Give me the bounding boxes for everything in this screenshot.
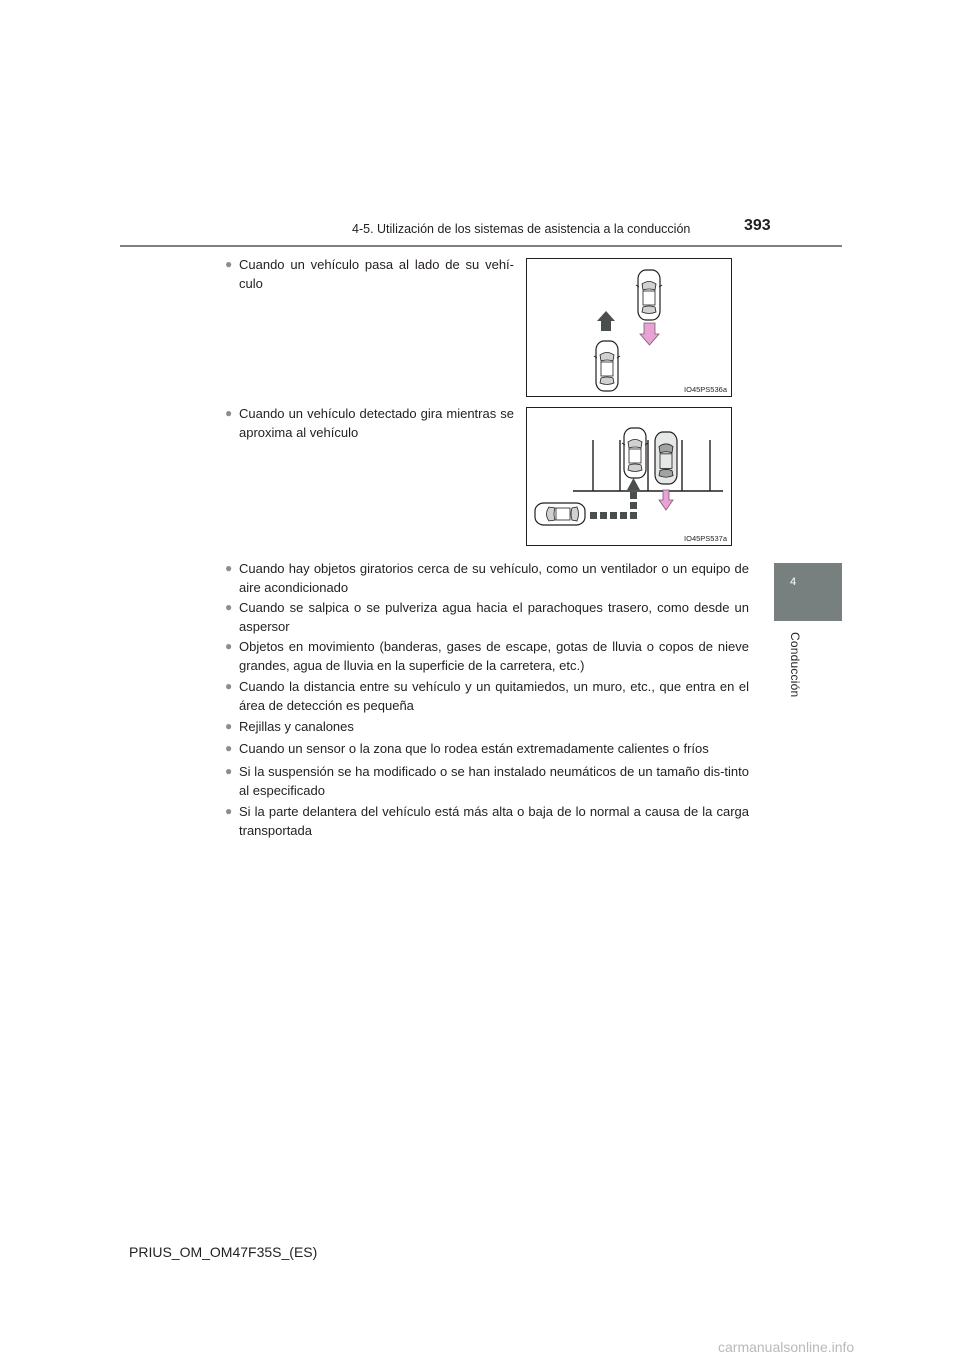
footer-doc-code: PRIUS_OM_OM47F35S_(ES) bbox=[129, 1244, 318, 1260]
bullet-icon: ● bbox=[225, 600, 233, 614]
bullet-icon: ● bbox=[225, 679, 233, 693]
section-title: 4-5. Utilización de los sistemas de asistencia a la conducción bbox=[352, 222, 691, 236]
list-item bbox=[225, 762, 749, 800]
list-item bbox=[225, 404, 514, 442]
item-text: Si la parte delantera del vehículo está más alta o baja de lo normal a causa de la carga transportada bbox=[239, 804, 749, 838]
turning-vehicle-illustration bbox=[527, 408, 731, 545]
passing-vehicle-illustration bbox=[527, 259, 731, 396]
item-text: Si la suspensión se ha modificado o se han instalado neumáticos de un tamaño dis-tinto al especificado bbox=[239, 764, 749, 798]
bullet-icon: ● bbox=[225, 764, 233, 778]
list-item bbox=[225, 559, 749, 597]
chapter-tab bbox=[774, 563, 842, 621]
figure-code: IO45PS537a bbox=[684, 534, 727, 543]
item-text: Cuando la distancia entre su vehículo y un quitamiedos, un muro, etc., que entra en el área de detección es pequeña bbox=[239, 679, 749, 713]
chapter-label: Conducción bbox=[788, 632, 802, 698]
detected-car bbox=[655, 432, 677, 484]
item-text: Objetos en movimiento (banderas, gases de escape, gotas de lluvia o copos de nieve grandes, agua de lluvia en la superficie de la carretera, etc.) bbox=[239, 639, 749, 673]
list-item bbox=[225, 717, 749, 736]
own-car-horizontal bbox=[535, 503, 585, 525]
list-item bbox=[225, 802, 749, 840]
arrow-down-pink bbox=[659, 490, 673, 510]
arrow-up-dark bbox=[597, 311, 615, 331]
header-rule bbox=[120, 245, 842, 247]
chapter-number: 4 bbox=[790, 576, 797, 588]
list-item bbox=[225, 739, 749, 758]
figure-turning-vehicle bbox=[526, 407, 732, 546]
item-text: Cuando un sensor o la zona que lo rodea están extremadamente calientes o fríos bbox=[239, 741, 709, 756]
parking-lines bbox=[573, 440, 723, 491]
bullet-icon: ● bbox=[225, 406, 233, 420]
list-item bbox=[225, 255, 514, 293]
dashed-path-arrow bbox=[590, 478, 640, 519]
oncoming-car bbox=[636, 270, 662, 320]
bullet-icon: ● bbox=[225, 257, 233, 271]
page-number: 393 bbox=[744, 217, 771, 234]
figure-code: IO45PS536a bbox=[684, 385, 727, 394]
item-text: Cuando se salpica o se pulveriza agua hacia el parachoques trasero, como desde un aspersor bbox=[239, 600, 749, 634]
item-text: Cuando un vehículo pasa al lado de su vehí-culo bbox=[239, 257, 514, 291]
list-item bbox=[225, 677, 749, 715]
list-item bbox=[225, 637, 749, 675]
item-text: Cuando hay objetos giratorios cerca de su vehículo, como un ventilador o un equipo de aire acondicionado bbox=[239, 561, 749, 595]
bullet-icon: ● bbox=[225, 741, 233, 755]
bullet-icon: ● bbox=[225, 719, 233, 733]
figure-passing-vehicle bbox=[526, 258, 732, 397]
bullet-icon: ● bbox=[225, 804, 233, 818]
bullet-icon: ● bbox=[225, 561, 233, 575]
own-car bbox=[594, 341, 620, 391]
item-text: Cuando un vehículo detectado gira mientras se aproxima al vehículo bbox=[239, 406, 514, 440]
list-item bbox=[225, 598, 749, 636]
arrow-down-pink bbox=[640, 323, 659, 345]
watermark: carmanualsonline.info bbox=[718, 1339, 855, 1355]
bullet-icon: ● bbox=[225, 639, 233, 653]
parked-car bbox=[622, 428, 648, 478]
item-text: Rejillas y canalones bbox=[239, 719, 354, 734]
